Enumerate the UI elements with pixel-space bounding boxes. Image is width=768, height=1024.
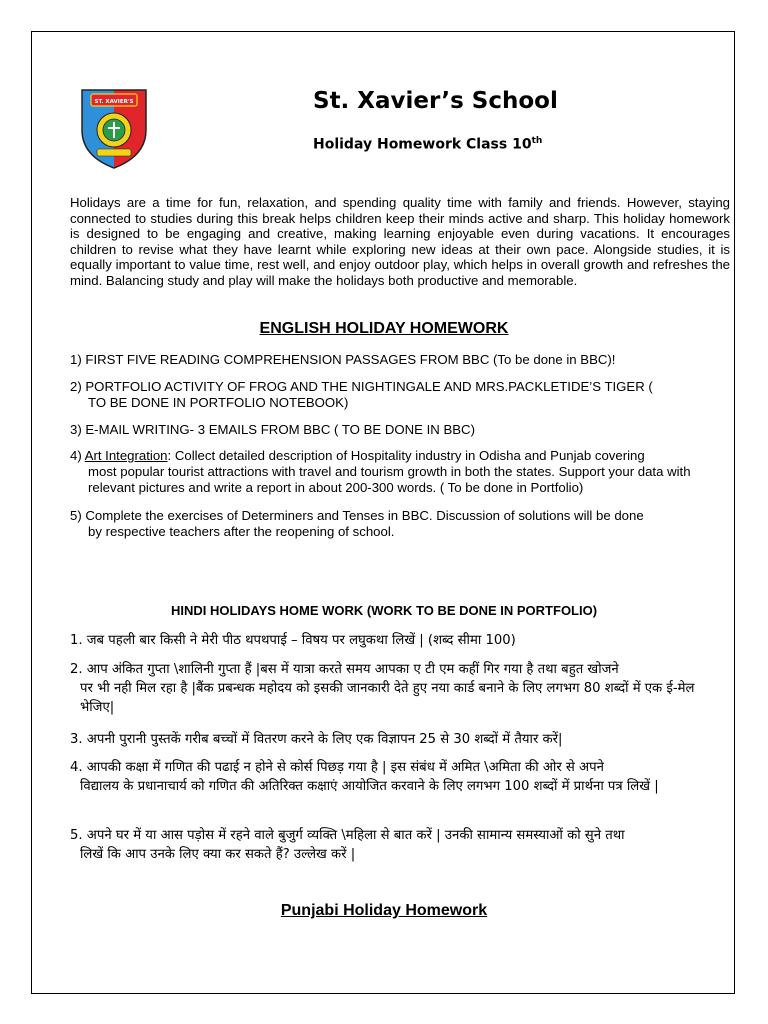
- english-item-4: 4) Art Integration: Collect detailed description of Hospitality industry in Odisha and Punjab covering most popular tourist attractions with travel and tourism growth in both the states. Support your data with relevant pictures and write a report in about 200-300 words. ( To be done in Portfolio): [70, 448, 691, 495]
- english-section-title: ENGLISH HOLIDAY HOMEWORK: [259, 320, 509, 337]
- school-name: St. Xavier’s School: [313, 88, 558, 114]
- english-item-2: 2) PORTFOLIO ACTIVITY OF FROG AND THE NIGHTINGALE AND MRS.PACKLETIDE’S TIGER ( TO BE DONE IN PORTFOLIO NOTEBOOK): [70, 379, 653, 410]
- hindi-item-3: 3. अपनी पुरानी पुस्तकें गरीब बच्चों में वितरण करने के लिए एक विज्ञापन 25 से 30 शब्दों में तैयार करें|: [70, 732, 563, 747]
- english-item-1: 1) FIRST FIVE READING COMPREHENSION PASSAGES FROM BBC (To be done in BBC)!: [70, 352, 616, 367]
- school-crest-logo: [79, 86, 149, 170]
- english-item-3: 3) E-MAIL WRITING- 3 EMAILS FROM BBC ( TO BE DONE IN BBC): [70, 422, 475, 437]
- homework-subtitle: Holiday Homework Class 10th: [313, 136, 543, 153]
- intro-paragraph: Holidays are a time for fun, relaxation, and spending quality time with family and friends. However, staying connected to studies during this break helps children keep their minds active and sharp. This holiday homework is designed to be engaging and creative, making learning enjoyable even during vacations. It encourages children to revise what they have learnt while exploring new ideas at their own pace. Alongside studies, it is equally important to value time, rest well, and enjoy outdoor play, which helps in overall growth and refreshes the mind. Balancing study and play will make the holidays both productive and memorable.: [70, 195, 730, 288]
- logo-banner-text: ST. XAVIER'S: [94, 99, 134, 105]
- english-item-5: 5) Complete the exercises of Determiners and Tenses in BBC. Discussion of solutions will be done by respective teachers after the reopening of school.: [70, 508, 644, 539]
- art-integration-label: Art Integration: [84, 448, 168, 463]
- hindi-item-5: 5. अपने घर में या आस पड़ोस में रहने वाले बुजुर्ग व्यक्ति \महिला से बात करें | उनकी सामान्य समस्याओं को सुने तथा लिखें कि आप उनके लिए क्या कर सकते हैं? उल्लेख करें |: [70, 828, 625, 862]
- punjabi-section-title: Punjabi Holiday Homework: [280, 902, 488, 919]
- hindi-item-2: 2. आप अंकित गुप्ता \शालिनी गुप्ता हैं |बस में यात्रा करते समय आपका ए टी एम कहीं गिर गया है तथा बहुत खोजने पर भी नही मिल रहा है |बैंक प्रबन्धक महोदय को इसकी जानकारी देते हुए नया कार्ड बनाने के लिए लगभग 80 शब्दों में एक ई-मेल भेजिए|: [70, 662, 695, 715]
- hindi-section-title: HINDI HOLIDAYS HOME WORK (WORK TO BE DONE IN PORTFOLIO): [170, 603, 598, 618]
- hindi-item-4: 4. आपकी कक्षा में गणित की पढाई न होने से कोर्स पिछड़ गया है | इस संबंध में अमित \अमिता की ओर से अपने विद्यालय के प्रधानाचार्य को गणित की अतिरिक्त कक्षाएं आयोजित करवाने के लिए लगभग 100 शब्दों में प्रार्थना पत्र लिखें |: [70, 760, 659, 794]
- subtitle-superscript: th: [531, 136, 543, 146]
- hindi-item-1: 1. जब पहली बार किसी ने मेरी पीठ थपथपाई – विषय पर लघुकथा लिखें | (शब्द सीमा 100): [70, 633, 516, 648]
